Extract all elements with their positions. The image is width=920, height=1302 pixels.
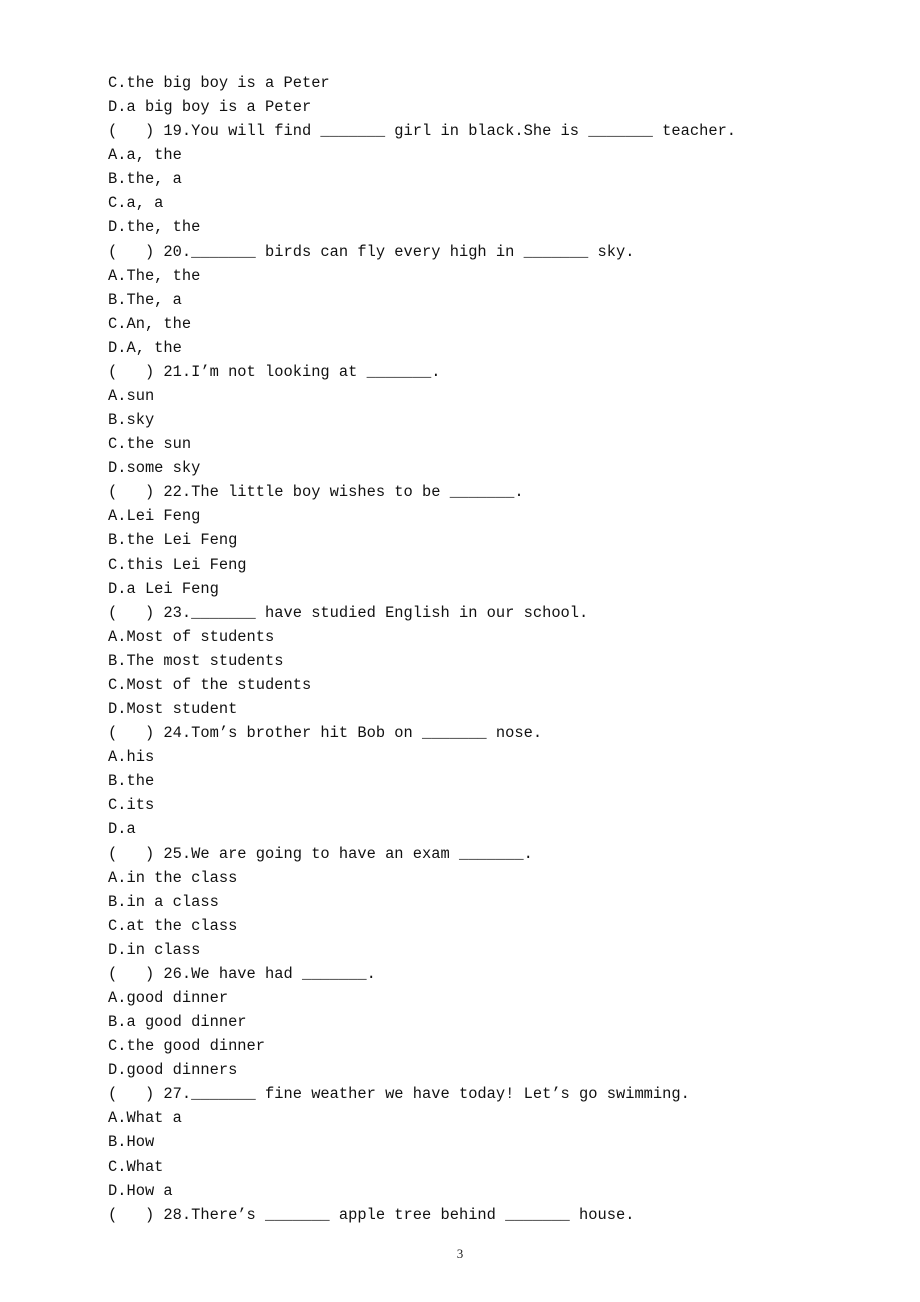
option-line: B.sky [108,411,155,430]
option-line: D.a big boy is a Peter [108,98,312,117]
option-line: C.its [108,796,155,815]
option-line: C.a, a [108,194,164,213]
question-line: ( ) 21.I’m not looking at _______. [108,362,441,381]
option-line: D.Most student [108,700,238,719]
option-line: A.his [108,748,155,767]
option-line: D.good dinners [108,1061,238,1080]
option-line: A.in the class [108,868,238,887]
option-line: D.a Lei Feng [108,579,219,598]
option-line: D.in class [108,940,201,959]
option-line: D.the, the [108,218,201,237]
option-line: A.The, the [108,266,201,285]
question-line: ( ) 26.We have had _______. [108,964,376,983]
option-line: D.How a [108,1181,173,1200]
option-line: B.the [108,772,155,791]
option-line: A.Most of students [108,627,275,646]
document-body [108,71,736,1227]
option-line: D.a [108,820,136,839]
option-line: A.a, the [108,146,182,165]
option-line: A.Lei Feng [108,507,201,526]
question-line: ( ) 22.The little boy wishes to be _______. [108,483,524,502]
option-line: A.sun [108,387,155,406]
option-line: C.at the class [108,916,238,935]
option-line: B.a good dinner [108,1013,247,1032]
page-number: 3 [456,1246,464,1261]
option-line: C.An, the [108,314,192,333]
option-line: C.What [108,1157,164,1176]
option-line: B.the Lei Feng [108,531,238,550]
option-line: C.Most of the students [108,675,312,694]
question-line: ( ) 20._______ birds can fly every high in _______ sky. [108,242,635,261]
option-line: C.the sun [108,435,192,454]
option-line: C.this Lei Feng [108,555,247,574]
option-line: B.The most students [108,651,284,670]
option-line: D.some sky [108,459,201,478]
question-line: ( ) 24.Tom’s brother hit Bob on _______ nose. [108,724,543,743]
question-line: ( ) 27._______ fine weather we have today! Let’s go swimming. [108,1085,690,1104]
option-line: B.in a class [108,892,219,911]
option-line: C.the big boy is a Peter [108,74,330,92]
question-line: ( ) 28.There’s _______ apple tree behind _______ house. [108,1205,635,1224]
option-line: B.How [108,1133,155,1152]
option-line: B.The, a [108,290,182,309]
option-line: C.the good dinner [108,1037,266,1056]
option-line: A.What a [108,1109,182,1128]
option-line: D.A, the [108,338,182,357]
option-line: A.good dinner [108,988,229,1007]
question-line: ( ) 19.You will find _______ girl in black.She is _______ teacher. [108,122,737,141]
question-line: ( ) 23._______ have studied English in our school. [108,603,589,622]
option-line: B.the, a [108,170,182,189]
question-line: ( ) 25.We are going to have an exam _______. [108,844,533,863]
